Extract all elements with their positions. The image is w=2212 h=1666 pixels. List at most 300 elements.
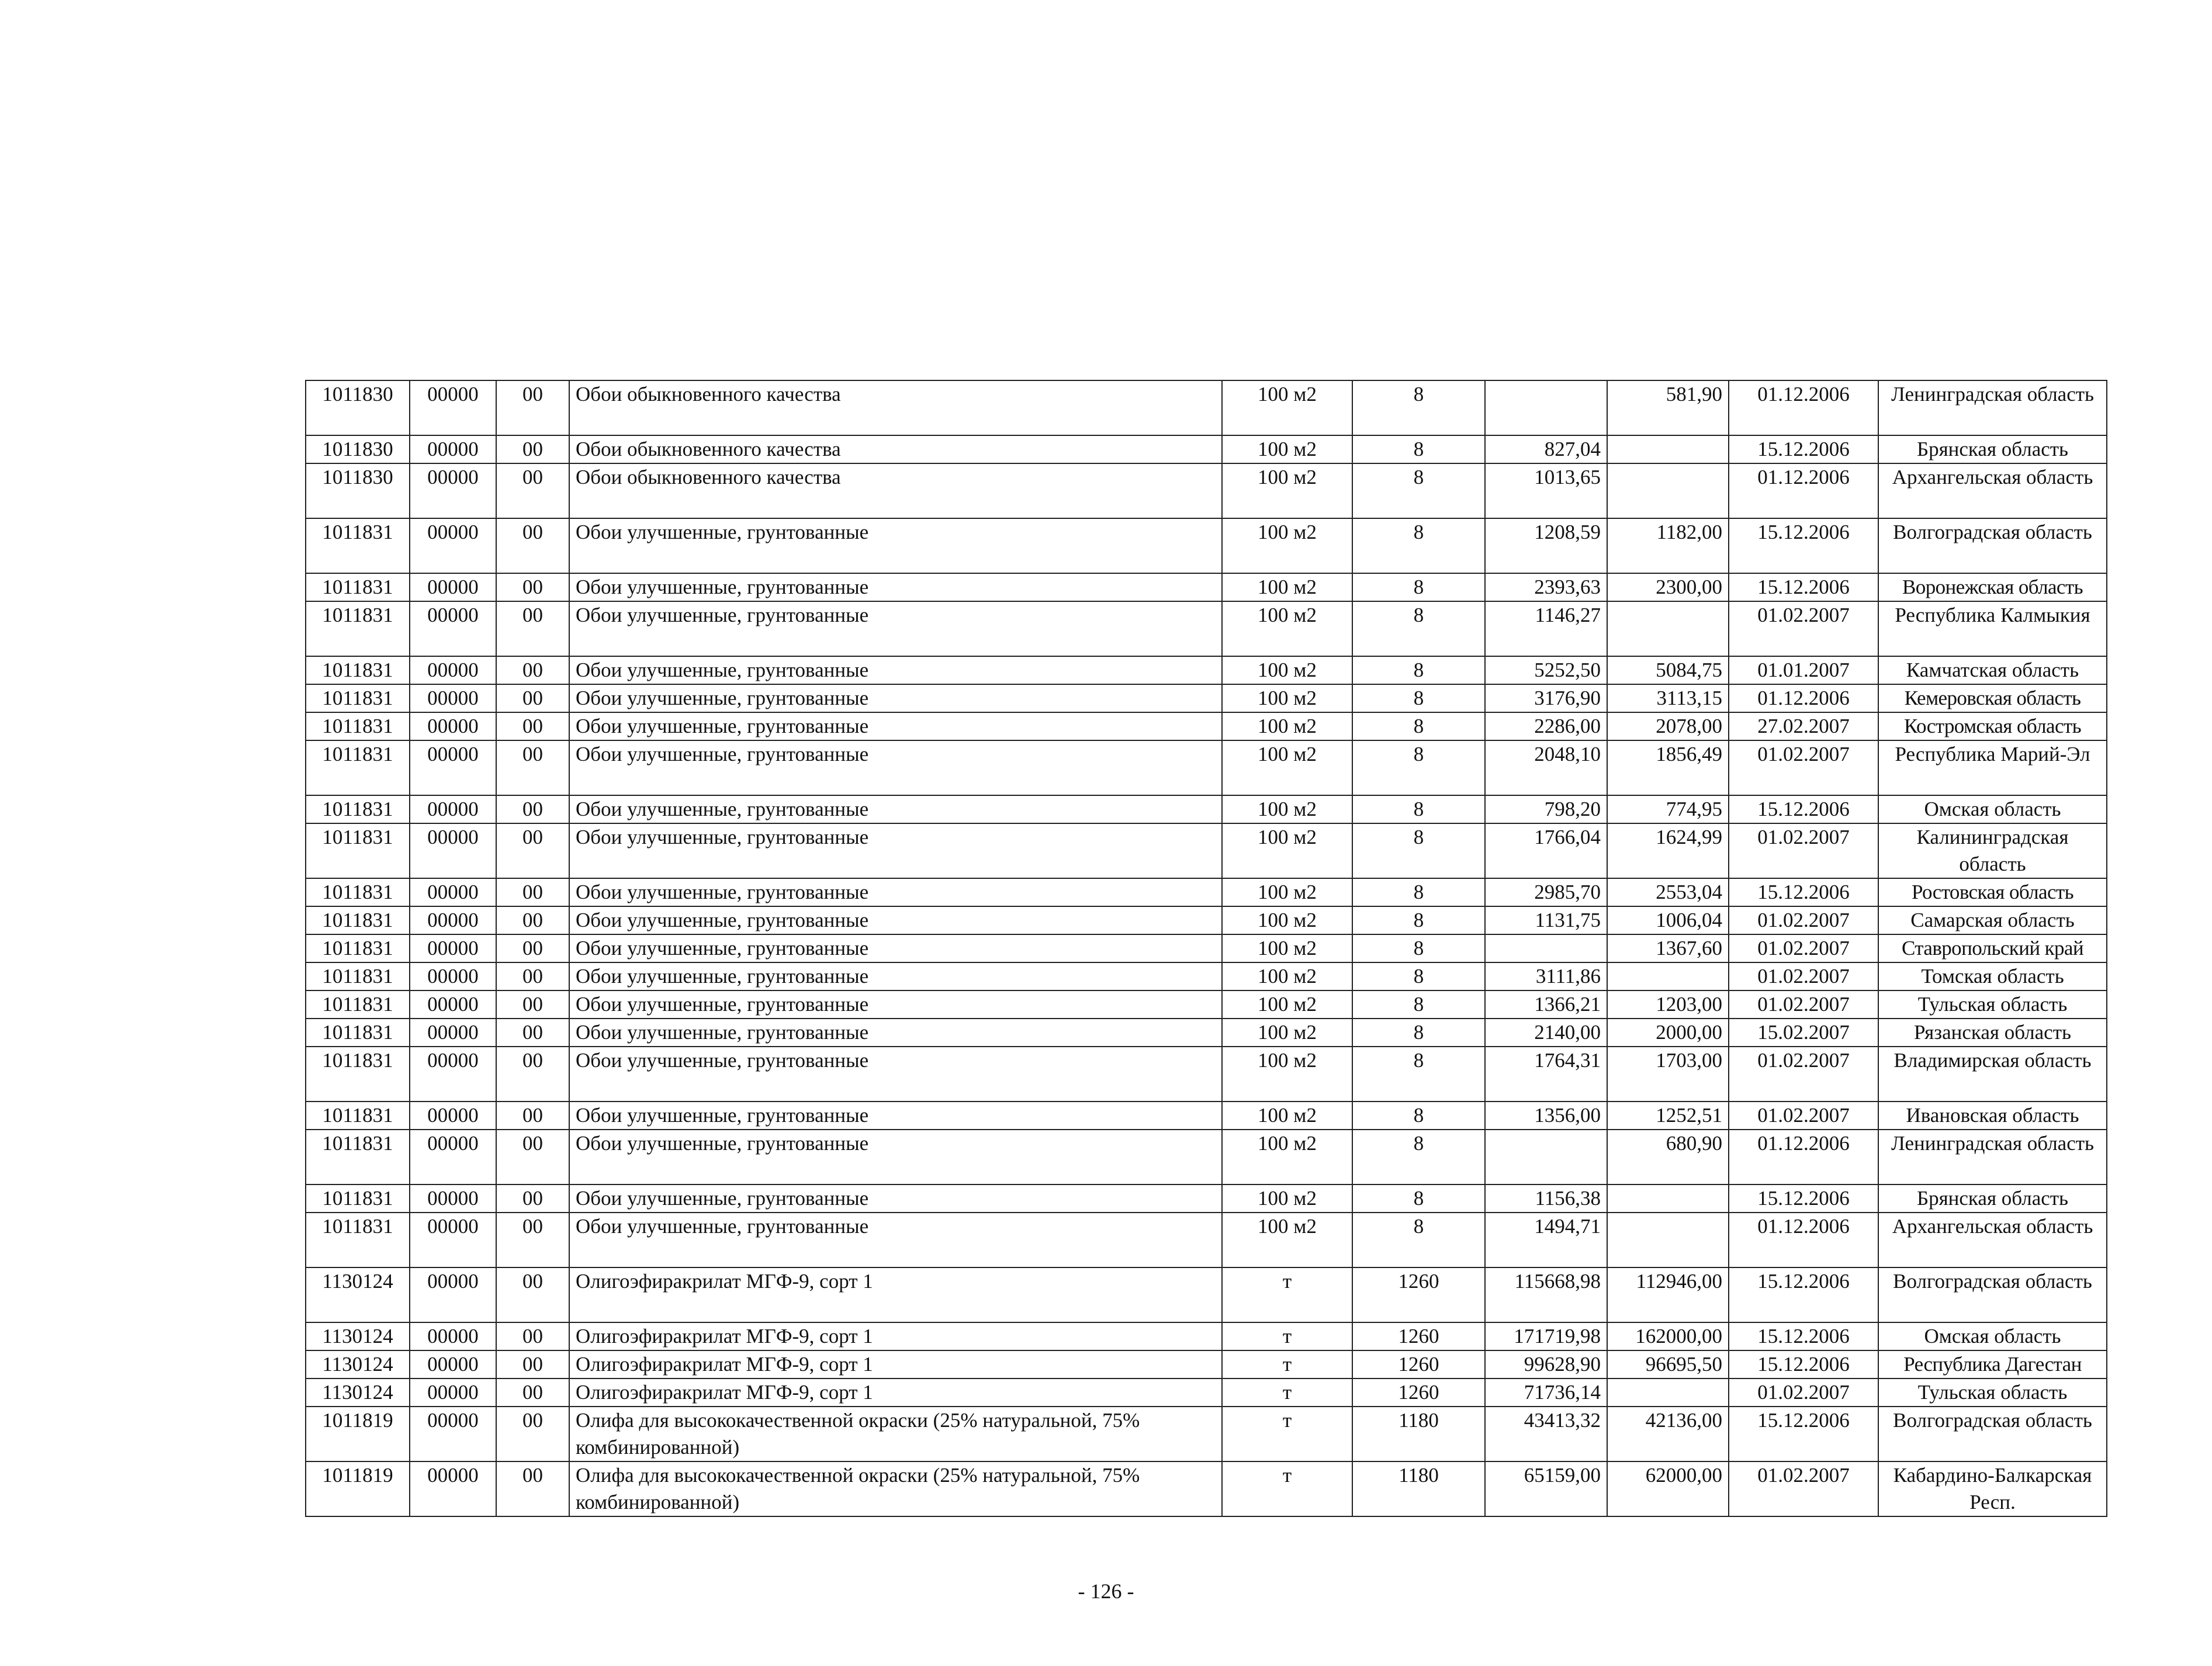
price-table <box>305 380 2107 1517</box>
cell-price-2: 3113,15 <box>1607 684 1729 712</box>
cell-code: 1011819 <box>306 1461 410 1516</box>
cell-region: Тульская область <box>1878 1378 2107 1407</box>
cell-unit: т <box>1222 1322 1352 1350</box>
cell-unit: 100 м2 <box>1222 1213 1352 1267</box>
cell-name: Обои улучшенные, грунтованные <box>569 962 1222 990</box>
cell-code: 1011831 <box>306 990 410 1019</box>
cell-price-1: 1156,38 <box>1485 1184 1607 1213</box>
cell-coef: 1260 <box>1352 1322 1485 1350</box>
cell-price-1: 1013,65 <box>1485 463 1607 518</box>
cell-suffix: 00 <box>496 684 569 712</box>
cell-price-1 <box>1485 1130 1607 1184</box>
cell-price-2: 62000,00 <box>1607 1461 1729 1516</box>
cell-suffix: 00 <box>496 1267 569 1322</box>
cell-date: 01.12.2006 <box>1729 380 1878 435</box>
cell-price-2: 5084,75 <box>1607 656 1729 684</box>
cell-code: 1011831 <box>306 823 410 878</box>
table-row <box>306 601 2107 656</box>
cell-name: Обои обыкновенного качества <box>569 463 1222 518</box>
cell-unit: 100 м2 <box>1222 740 1352 795</box>
cell-price-1: 3111,86 <box>1485 962 1607 990</box>
cell-name: Олифа для высококачественной окраски (25% натуральной, 75% комбинированной) <box>569 1407 1222 1461</box>
cell-price-1: 1208,59 <box>1485 518 1607 573</box>
cell-suffix: 00 <box>496 906 569 934</box>
cell-coef: 8 <box>1352 1019 1485 1047</box>
table-row <box>306 878 2107 906</box>
cell-suffix: 00 <box>496 1102 569 1130</box>
cell-code: 1011831 <box>306 906 410 934</box>
cell-subcode: 00000 <box>410 1047 496 1102</box>
table-row <box>306 1407 2107 1461</box>
cell-date: 15.12.2006 <box>1729 795 1878 823</box>
cell-region: Архангельская область <box>1878 1213 2107 1267</box>
cell-region: Кемеровская область <box>1878 684 2107 712</box>
cell-price-2: 680,90 <box>1607 1130 1729 1184</box>
cell-region: Волгоградская область <box>1878 1267 2107 1322</box>
cell-price-1: 2140,00 <box>1485 1019 1607 1047</box>
cell-price-2: 2078,00 <box>1607 712 1729 740</box>
cell-price-2: 1856,49 <box>1607 740 1729 795</box>
cell-price-2: 162000,00 <box>1607 1322 1729 1350</box>
cell-code: 1130124 <box>306 1322 410 1350</box>
cell-subcode: 00000 <box>410 740 496 795</box>
table-row <box>306 518 2107 573</box>
cell-coef: 1260 <box>1352 1378 1485 1407</box>
cell-coef: 8 <box>1352 1047 1485 1102</box>
cell-price-1: 1764,31 <box>1485 1047 1607 1102</box>
table-row <box>306 1322 2107 1350</box>
cell-suffix: 00 <box>496 740 569 795</box>
cell-name: Обои улучшенные, грунтованные <box>569 656 1222 684</box>
table-row <box>306 906 2107 934</box>
cell-region: Архангельская область <box>1878 463 2107 518</box>
cell-suffix: 00 <box>496 1213 569 1267</box>
cell-date: 01.02.2007 <box>1729 990 1878 1019</box>
cell-price-2: 96695,50 <box>1607 1350 1729 1378</box>
cell-price-2 <box>1607 1213 1729 1267</box>
cell-date: 01.02.2007 <box>1729 823 1878 878</box>
cell-region: Ростовская область <box>1878 878 2107 906</box>
cell-name: Обои улучшенные, грунтованные <box>569 712 1222 740</box>
cell-unit: 100 м2 <box>1222 1102 1352 1130</box>
cell-date: 01.02.2007 <box>1729 906 1878 934</box>
table-row <box>306 740 2107 795</box>
cell-coef: 8 <box>1352 962 1485 990</box>
cell-date: 01.01.2007 <box>1729 656 1878 684</box>
cell-date: 01.02.2007 <box>1729 1461 1878 1516</box>
cell-price-2: 2000,00 <box>1607 1019 1729 1047</box>
cell-unit: т <box>1222 1267 1352 1322</box>
cell-price-2: 112946,00 <box>1607 1267 1729 1322</box>
cell-name: Обои улучшенные, грунтованные <box>569 684 1222 712</box>
cell-price-1: 65159,00 <box>1485 1461 1607 1516</box>
cell-subcode: 00000 <box>410 712 496 740</box>
cell-coef: 8 <box>1352 795 1485 823</box>
cell-name: Обои обыкновенного качества <box>569 380 1222 435</box>
cell-unit: 100 м2 <box>1222 823 1352 878</box>
cell-code: 1011831 <box>306 1047 410 1102</box>
cell-coef: 8 <box>1352 906 1485 934</box>
cell-region: Кабардино-Балкарская Респ. <box>1878 1461 2107 1516</box>
cell-unit: 100 м2 <box>1222 962 1352 990</box>
cell-price-1: 99628,90 <box>1485 1350 1607 1378</box>
cell-code: 1011831 <box>306 1019 410 1047</box>
cell-name: Олигоэфиракрилат МГФ-9, сорт 1 <box>569 1350 1222 1378</box>
cell-subcode: 00000 <box>410 1378 496 1407</box>
cell-subcode: 00000 <box>410 934 496 962</box>
cell-price-1: 1366,21 <box>1485 990 1607 1019</box>
cell-code: 1011831 <box>306 712 410 740</box>
cell-code: 1130124 <box>306 1350 410 1378</box>
cell-coef: 8 <box>1352 934 1485 962</box>
cell-region: Рязанская область <box>1878 1019 2107 1047</box>
cell-region: Самарская область <box>1878 906 2107 934</box>
cell-name: Обои улучшенные, грунтованные <box>569 1213 1222 1267</box>
cell-code: 1130124 <box>306 1267 410 1322</box>
cell-name: Обои улучшенные, грунтованные <box>569 990 1222 1019</box>
table-row <box>306 1019 2107 1047</box>
cell-code: 1011830 <box>306 463 410 518</box>
cell-price-1: 1766,04 <box>1485 823 1607 878</box>
cell-date: 01.12.2006 <box>1729 1213 1878 1267</box>
cell-suffix: 00 <box>496 601 569 656</box>
cell-region: Воронежская область <box>1878 573 2107 601</box>
cell-suffix: 00 <box>496 1047 569 1102</box>
cell-suffix: 00 <box>496 1378 569 1407</box>
cell-date: 27.02.2007 <box>1729 712 1878 740</box>
cell-date: 01.02.2007 <box>1729 601 1878 656</box>
cell-subcode: 00000 <box>410 1267 496 1322</box>
cell-code: 1011819 <box>306 1407 410 1461</box>
cell-region: Республика Калмыкия <box>1878 601 2107 656</box>
cell-region: Тульская область <box>1878 990 2107 1019</box>
cell-region: Республика Дагестан <box>1878 1350 2107 1378</box>
cell-date: 15.12.2006 <box>1729 1184 1878 1213</box>
cell-region: Костромская область <box>1878 712 2107 740</box>
cell-name: Обои улучшенные, грунтованные <box>569 1184 1222 1213</box>
cell-coef: 8 <box>1352 573 1485 601</box>
cell-unit: 100 м2 <box>1222 712 1352 740</box>
cell-coef: 1180 <box>1352 1461 1485 1516</box>
cell-suffix: 00 <box>496 1130 569 1184</box>
cell-name: Обои обыкновенного качества <box>569 435 1222 463</box>
cell-coef: 1260 <box>1352 1350 1485 1378</box>
cell-date: 01.02.2007 <box>1729 962 1878 990</box>
cell-subcode: 00000 <box>410 463 496 518</box>
cell-price-1: 71736,14 <box>1485 1378 1607 1407</box>
cell-coef: 8 <box>1352 656 1485 684</box>
cell-unit: 100 м2 <box>1222 463 1352 518</box>
cell-price-1: 5252,50 <box>1485 656 1607 684</box>
table-row <box>306 1213 2107 1267</box>
table-row <box>306 990 2107 1019</box>
cell-name: Обои улучшенные, грунтованные <box>569 573 1222 601</box>
cell-coef: 8 <box>1352 518 1485 573</box>
cell-price-1: 115668,98 <box>1485 1267 1607 1322</box>
cell-price-1 <box>1485 934 1607 962</box>
cell-price-2: 774,95 <box>1607 795 1729 823</box>
table-row <box>306 1378 2107 1407</box>
cell-suffix: 00 <box>496 934 569 962</box>
cell-region: Ленинградская область <box>1878 380 2107 435</box>
cell-code: 1011831 <box>306 601 410 656</box>
cell-unit: 100 м2 <box>1222 684 1352 712</box>
cell-price-1: 1356,00 <box>1485 1102 1607 1130</box>
cell-price-2: 42136,00 <box>1607 1407 1729 1461</box>
cell-code: 1011831 <box>306 518 410 573</box>
table-row <box>306 656 2107 684</box>
cell-unit: 100 м2 <box>1222 573 1352 601</box>
cell-region: Республика Марий-Эл <box>1878 740 2107 795</box>
cell-unit: 100 м2 <box>1222 990 1352 1019</box>
cell-name: Обои улучшенные, грунтованные <box>569 1130 1222 1184</box>
cell-code: 1011831 <box>306 684 410 712</box>
table-row <box>306 1102 2107 1130</box>
cell-date: 15.12.2006 <box>1729 518 1878 573</box>
cell-coef: 8 <box>1352 878 1485 906</box>
cell-suffix: 00 <box>496 795 569 823</box>
cell-suffix: 00 <box>496 1350 569 1378</box>
cell-subcode: 00000 <box>410 906 496 934</box>
cell-subcode: 00000 <box>410 795 496 823</box>
table-row <box>306 1047 2107 1102</box>
cell-price-1: 798,20 <box>1485 795 1607 823</box>
cell-unit: 100 м2 <box>1222 1047 1352 1102</box>
cell-code: 1011831 <box>306 740 410 795</box>
cell-name: Олифа для высококачественной окраски (25% натуральной, 75% комбинированной) <box>569 1461 1222 1516</box>
cell-subcode: 00000 <box>410 1102 496 1130</box>
cell-region: Ленинградская область <box>1878 1130 2107 1184</box>
cell-unit: 100 м2 <box>1222 1184 1352 1213</box>
cell-code: 1011831 <box>306 878 410 906</box>
cell-coef: 1260 <box>1352 1267 1485 1322</box>
cell-subcode: 00000 <box>410 656 496 684</box>
cell-suffix: 00 <box>496 1322 569 1350</box>
cell-date: 01.12.2006 <box>1729 1130 1878 1184</box>
cell-unit: 100 м2 <box>1222 1130 1352 1184</box>
cell-subcode: 00000 <box>410 1350 496 1378</box>
cell-name: Обои улучшенные, грунтованные <box>569 1102 1222 1130</box>
cell-region: Калининградская область <box>1878 823 2107 878</box>
cell-code: 1011831 <box>306 1130 410 1184</box>
table-row <box>306 1130 2107 1184</box>
cell-price-2: 1252,51 <box>1607 1102 1729 1130</box>
cell-price-1: 1146,27 <box>1485 601 1607 656</box>
cell-region: Брянская область <box>1878 435 2107 463</box>
cell-unit: 100 м2 <box>1222 1019 1352 1047</box>
cell-name: Обои улучшенные, грунтованные <box>569 906 1222 934</box>
cell-coef: 8 <box>1352 823 1485 878</box>
cell-unit: 100 м2 <box>1222 518 1352 573</box>
cell-unit: т <box>1222 1461 1352 1516</box>
table-row <box>306 463 2107 518</box>
cell-price-1 <box>1485 380 1607 435</box>
cell-date: 01.12.2006 <box>1729 684 1878 712</box>
cell-unit: т <box>1222 1378 1352 1407</box>
cell-price-2 <box>1607 1378 1729 1407</box>
cell-price-1: 827,04 <box>1485 435 1607 463</box>
cell-price-2 <box>1607 1184 1729 1213</box>
table-row <box>306 573 2107 601</box>
cell-price-1: 3176,90 <box>1485 684 1607 712</box>
cell-suffix: 00 <box>496 573 569 601</box>
cell-subcode: 00000 <box>410 518 496 573</box>
cell-code: 1011831 <box>306 1213 410 1267</box>
cell-coef: 8 <box>1352 380 1485 435</box>
cell-price-2: 2553,04 <box>1607 878 1729 906</box>
cell-suffix: 00 <box>496 712 569 740</box>
cell-coef: 8 <box>1352 463 1485 518</box>
cell-region: Владимирская область <box>1878 1047 2107 1102</box>
cell-unit: т <box>1222 1407 1352 1461</box>
cell-code: 1011831 <box>306 656 410 684</box>
cell-suffix: 00 <box>496 380 569 435</box>
cell-price-2: 1367,60 <box>1607 934 1729 962</box>
cell-suffix: 00 <box>496 1461 569 1516</box>
cell-date: 15.12.2006 <box>1729 1350 1878 1378</box>
cell-date: 15.12.2006 <box>1729 573 1878 601</box>
page-number: - 126 - <box>1078 1580 1134 1603</box>
cell-code: 1011831 <box>306 795 410 823</box>
cell-unit: 100 м2 <box>1222 435 1352 463</box>
cell-name: Обои улучшенные, грунтованные <box>569 1019 1222 1047</box>
cell-subcode: 00000 <box>410 823 496 878</box>
cell-date: 01.02.2007 <box>1729 1102 1878 1130</box>
cell-price-2: 1624,99 <box>1607 823 1729 878</box>
cell-unit: 100 м2 <box>1222 906 1352 934</box>
cell-subcode: 00000 <box>410 684 496 712</box>
cell-code: 1011830 <box>306 435 410 463</box>
cell-date: 01.02.2007 <box>1729 934 1878 962</box>
cell-suffix: 00 <box>496 518 569 573</box>
cell-suffix: 00 <box>496 823 569 878</box>
cell-date: 15.12.2006 <box>1729 1267 1878 1322</box>
table-row <box>306 435 2107 463</box>
cell-region: Камчатская область <box>1878 656 2107 684</box>
cell-date: 01.12.2006 <box>1729 463 1878 518</box>
cell-date: 15.12.2006 <box>1729 435 1878 463</box>
table-row <box>306 1461 2107 1516</box>
cell-suffix: 00 <box>496 435 569 463</box>
cell-name: Обои улучшенные, грунтованные <box>569 1047 1222 1102</box>
cell-price-1: 2985,70 <box>1485 878 1607 906</box>
cell-unit: 100 м2 <box>1222 878 1352 906</box>
cell-subcode: 00000 <box>410 1019 496 1047</box>
cell-code: 1011831 <box>306 1184 410 1213</box>
cell-coef: 8 <box>1352 740 1485 795</box>
cell-name: Олигоэфиракрилат МГФ-9, сорт 1 <box>569 1267 1222 1322</box>
cell-region: Ставропольский край <box>1878 934 2107 962</box>
table-row <box>306 962 2107 990</box>
cell-coef: 8 <box>1352 990 1485 1019</box>
cell-name: Обои улучшенные, грунтованные <box>569 518 1222 573</box>
cell-price-1: 2393,63 <box>1485 573 1607 601</box>
cell-suffix: 00 <box>496 656 569 684</box>
cell-subcode: 00000 <box>410 380 496 435</box>
cell-suffix: 00 <box>496 878 569 906</box>
table-row <box>306 684 2107 712</box>
cell-price-1: 1131,75 <box>1485 906 1607 934</box>
cell-suffix: 00 <box>496 1184 569 1213</box>
cell-coef: 8 <box>1352 1184 1485 1213</box>
cell-subcode: 00000 <box>410 990 496 1019</box>
cell-price-1: 2286,00 <box>1485 712 1607 740</box>
cell-name: Обои улучшенные, грунтованные <box>569 601 1222 656</box>
cell-subcode: 00000 <box>410 1407 496 1461</box>
cell-coef: 8 <box>1352 1130 1485 1184</box>
cell-region: Брянская область <box>1878 1184 2107 1213</box>
cell-unit: 100 м2 <box>1222 934 1352 962</box>
cell-unit: 100 м2 <box>1222 795 1352 823</box>
cell-price-1: 171719,98 <box>1485 1322 1607 1350</box>
cell-name: Олигоэфиракрилат МГФ-9, сорт 1 <box>569 1322 1222 1350</box>
cell-subcode: 00000 <box>410 1322 496 1350</box>
cell-price-2 <box>1607 962 1729 990</box>
cell-code: 1011831 <box>306 1102 410 1130</box>
table-row <box>306 1350 2107 1378</box>
cell-unit: т <box>1222 1350 1352 1378</box>
cell-price-2 <box>1607 463 1729 518</box>
cell-unit: 100 м2 <box>1222 656 1352 684</box>
cell-subcode: 00000 <box>410 1130 496 1184</box>
cell-coef: 8 <box>1352 712 1485 740</box>
cell-price-1: 1494,71 <box>1485 1213 1607 1267</box>
cell-suffix: 00 <box>496 1407 569 1461</box>
cell-subcode: 00000 <box>410 878 496 906</box>
cell-date: 15.12.2006 <box>1729 1322 1878 1350</box>
cell-date: 15.12.2006 <box>1729 1407 1878 1461</box>
cell-name: Олигоэфиракрилат МГФ-9, сорт 1 <box>569 1378 1222 1407</box>
cell-price-2: 581,90 <box>1607 380 1729 435</box>
cell-coef: 8 <box>1352 1102 1485 1130</box>
cell-price-2: 1203,00 <box>1607 990 1729 1019</box>
cell-suffix: 00 <box>496 463 569 518</box>
cell-price-2: 1006,04 <box>1607 906 1729 934</box>
cell-name: Обои улучшенные, грунтованные <box>569 795 1222 823</box>
cell-price-2 <box>1607 435 1729 463</box>
cell-subcode: 00000 <box>410 962 496 990</box>
table-row <box>306 934 2107 962</box>
cell-coef: 8 <box>1352 1213 1485 1267</box>
cell-region: Омская область <box>1878 795 2107 823</box>
cell-suffix: 00 <box>496 990 569 1019</box>
cell-date: 15.12.2006 <box>1729 878 1878 906</box>
cell-date: 01.02.2007 <box>1729 1047 1878 1102</box>
cell-suffix: 00 <box>496 1019 569 1047</box>
cell-price-2: 1182,00 <box>1607 518 1729 573</box>
cell-coef: 8 <box>1352 601 1485 656</box>
cell-unit: 100 м2 <box>1222 380 1352 435</box>
cell-region: Томская область <box>1878 962 2107 990</box>
cell-date: 01.02.2007 <box>1729 740 1878 795</box>
cell-price-2 <box>1607 601 1729 656</box>
table-row <box>306 712 2107 740</box>
cell-price-1: 2048,10 <box>1485 740 1607 795</box>
cell-suffix: 00 <box>496 962 569 990</box>
cell-subcode: 00000 <box>410 435 496 463</box>
cell-subcode: 00000 <box>410 601 496 656</box>
table-row <box>306 823 2107 878</box>
cell-code: 1011831 <box>306 573 410 601</box>
cell-name: Обои улучшенные, грунтованные <box>569 823 1222 878</box>
cell-region: Омская область <box>1878 1322 2107 1350</box>
cell-coef: 1180 <box>1352 1407 1485 1461</box>
cell-region: Волгоградская область <box>1878 1407 2107 1461</box>
cell-code: 1011830 <box>306 380 410 435</box>
cell-name: Обои улучшенные, грунтованные <box>569 740 1222 795</box>
cell-name: Обои улучшенные, грунтованные <box>569 934 1222 962</box>
cell-coef: 8 <box>1352 684 1485 712</box>
